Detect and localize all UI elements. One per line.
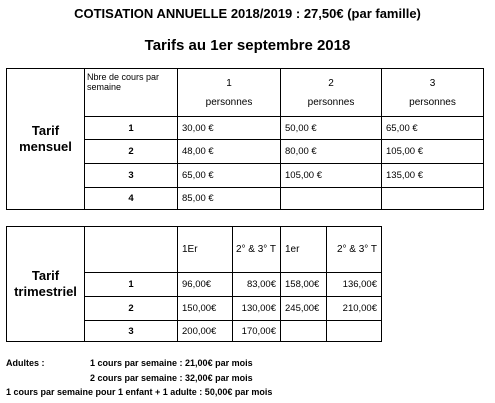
sub-header-1er-b: 1er: [281, 227, 327, 273]
table-row: 1 30,00 € 50,00 € 65,00 €: [7, 117, 484, 140]
adultes-label: Adultes :: [6, 358, 45, 368]
tarifs-title: Tarifs au 1er septembre 2018: [144, 37, 351, 54]
tarif-mensuel-table: [6, 68, 484, 210]
col-header-2: 2 personnes: [281, 69, 382, 117]
tarif-trimestriel-label: Tarif trimestriel: [7, 227, 85, 342]
tarif-mensuel-label: Tarif mensuel: [7, 69, 85, 210]
table-row: 4 85,00 €: [7, 188, 484, 210]
sub-header-2-3-t-b: 2° & 3° T: [327, 227, 382, 273]
adultes-line-1: 1 cours par semaine : 21,00€ par mois: [90, 358, 253, 368]
table-row: 2 150,00€ 130,00€ 245,00€ 210,00€: [7, 297, 382, 321]
sub-header-2-3-t: 2° & 3° T: [233, 227, 281, 273]
sub-header-1er: 1Er: [178, 227, 233, 273]
col-header-3: 3 personnes: [382, 69, 484, 117]
adultes-line-3: 1 cours par semaine pour 1 enfant + 1 adulte : 50,00€ par mois: [6, 387, 273, 397]
nbre-cours-header: Nbre de cours par semaine: [85, 69, 178, 117]
table-row: 1 96,00€ 83,00€ 158,00€ 136,00€: [7, 273, 382, 297]
tarif-trimestriel-table: [6, 226, 382, 342]
table-row: 3 65,00 € 105,00 € 135,00 €: [7, 164, 484, 188]
table-row: 3 200,00€ 170,00€: [7, 321, 382, 342]
table-row: 2 48,00 € 80,00 € 105,00 €: [7, 140, 484, 164]
cotisation-title: COTISATION ANNUELLE 2018/2019 : 27,50€ (par famille): [74, 6, 421, 21]
adultes-line-2: 2 cours par semaine : 32,00€ par mois: [90, 373, 253, 383]
col-header-1: 1 personnes: [178, 69, 281, 117]
